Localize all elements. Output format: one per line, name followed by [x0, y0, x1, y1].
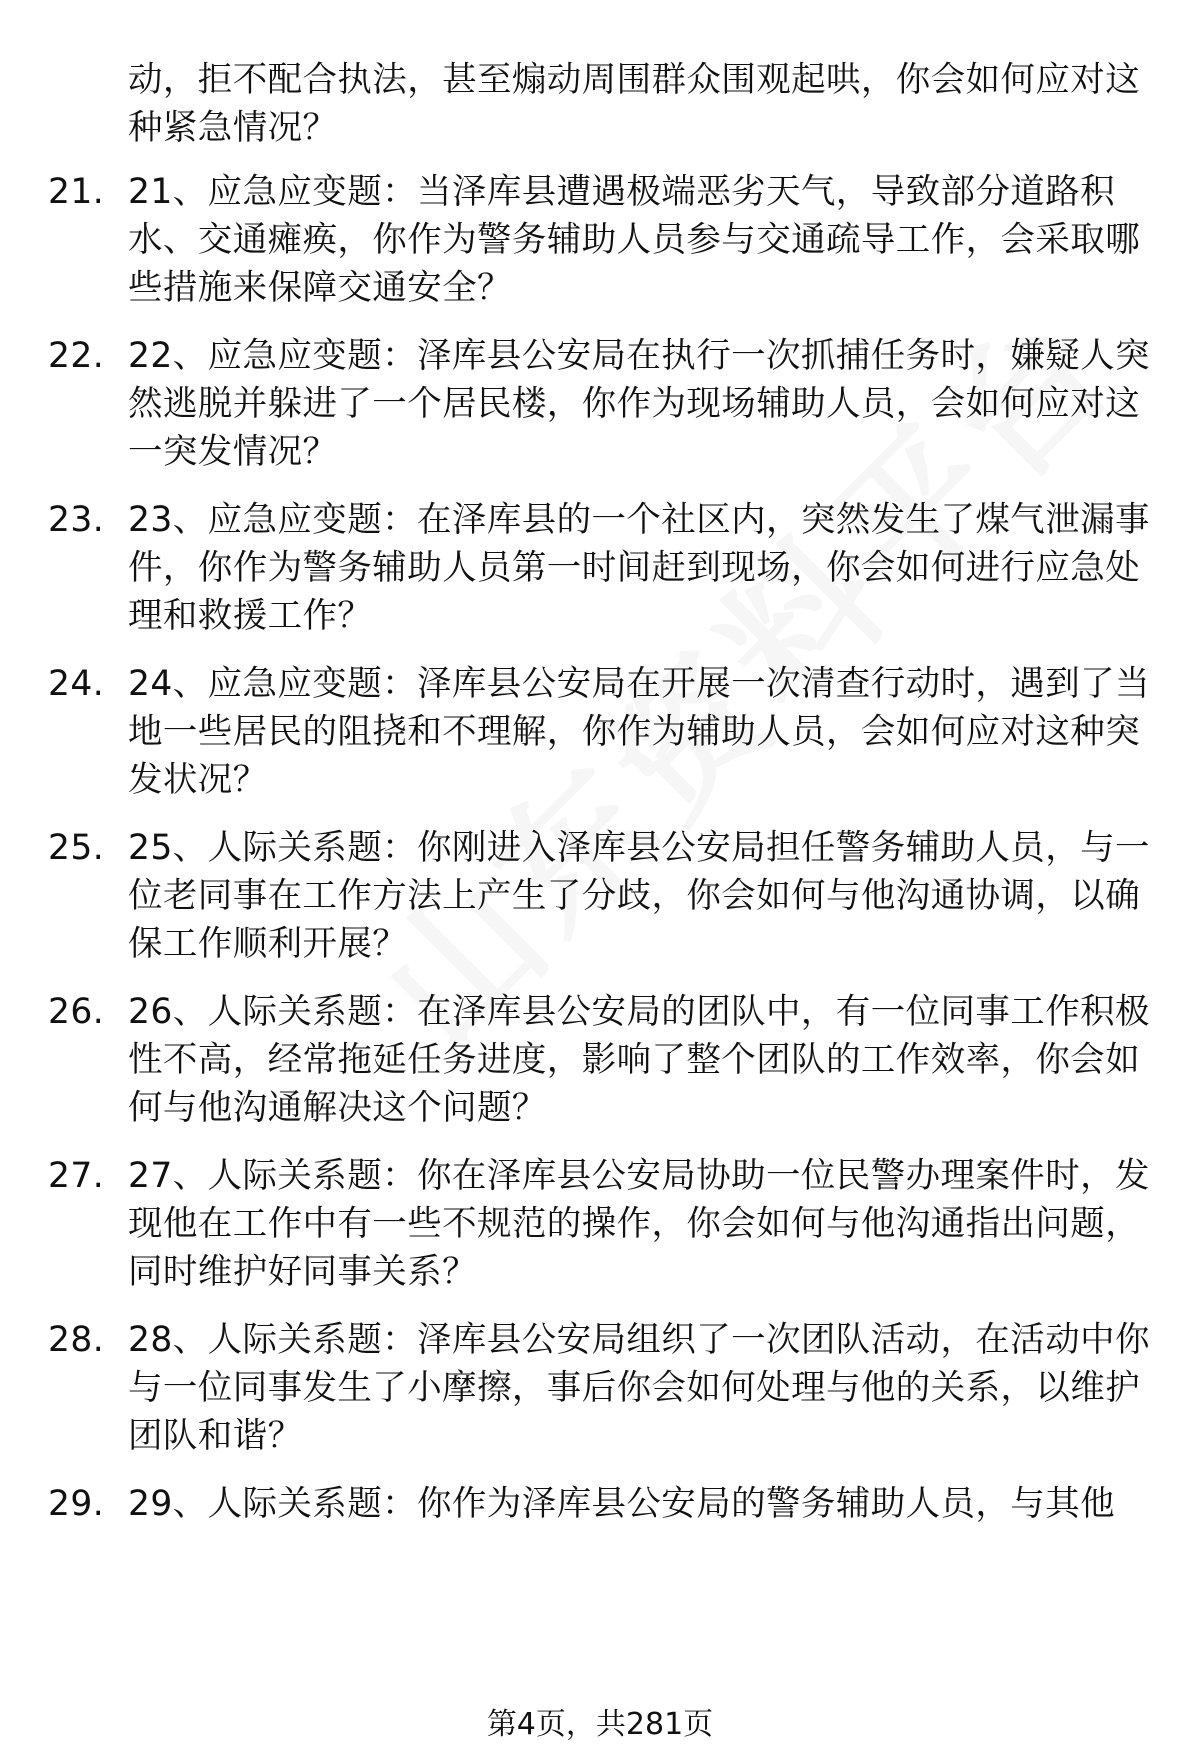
item-text: 22、应急应变题：泽库县公安局在执行一次抓捕任务时，嫌疑人突然逃脱并躲进了一个居民楼，你作为现场辅助人员，会如何应对这一突发情况？ — [128, 336, 1150, 472]
item-text: 24、应急应变题：泽库县公安局在开展一次清查行动时，遇到了当地一些居民的阻挠和不理解，你作为辅助人员，会如何应对这种突发状况？ — [128, 664, 1150, 800]
lead-paragraph: 动，拒不配合执法，甚至煽动周围群众围观起哄，你会如何应对这种紧急情况？ — [128, 60, 1141, 148]
item-text: 28、人际关系题：泽库县公安局组织了一次团队活动，在活动中你与一位同事发生了小摩擦，事后你会如何处理与他的关系，以维护团队和谐？ — [128, 1320, 1150, 1456]
item-number: 22. — [48, 336, 105, 376]
item-text: 25、人际关系题：你刚进入泽库县公安局担任警务辅助人员，与一位老同事在工作方法上产生了分歧，你会如何与他沟通协调，以确保工作顺利开展？ — [128, 828, 1150, 964]
item-number: 29. — [48, 1484, 105, 1524]
item-text: 29、人际关系题：你作为泽库县公安局的警务辅助人员，与其他 — [128, 1484, 1115, 1524]
item-number: 24. — [48, 664, 105, 704]
item-text: 27、人际关系题：你在泽库县公安局协助一位民警办理案件时，发现他在工作中有一些不规范的操作，你会如何与他沟通指出问题，同时维护好同事关系？ — [128, 1156, 1150, 1292]
item-text: 21、应急应变题：当泽库县遭遇极端恶劣天气，导致部分道路积水、交通瘫痪，你作为警务辅助人员参与交通疏导工作，会采取哪些措施来保障交通安全？ — [128, 172, 1141, 308]
item-number: 25. — [48, 828, 105, 868]
item-text: 26、人际关系题：在泽库县公安局的团队中，有一位同事工作积极性不高，经常拖延任务进度，影响了整个团队的工作效率，你会如何与他沟通解决这个问题？ — [128, 992, 1150, 1128]
item-number: 23. — [48, 500, 105, 540]
page-footer: 第4页，共281页 — [486, 1707, 714, 1742]
item-text: 23、应急应变题：在泽库县的一个社区内，突然发生了煤气泄漏事件，你作为警务辅助人员第一时间赶到现场，你会如何进行应急处理和救援工作？ — [128, 500, 1150, 636]
item-number: 26. — [48, 992, 105, 1032]
item-number: 21. — [48, 172, 105, 212]
item-number: 28. — [48, 1320, 105, 1360]
item-number: 27. — [48, 1156, 105, 1196]
